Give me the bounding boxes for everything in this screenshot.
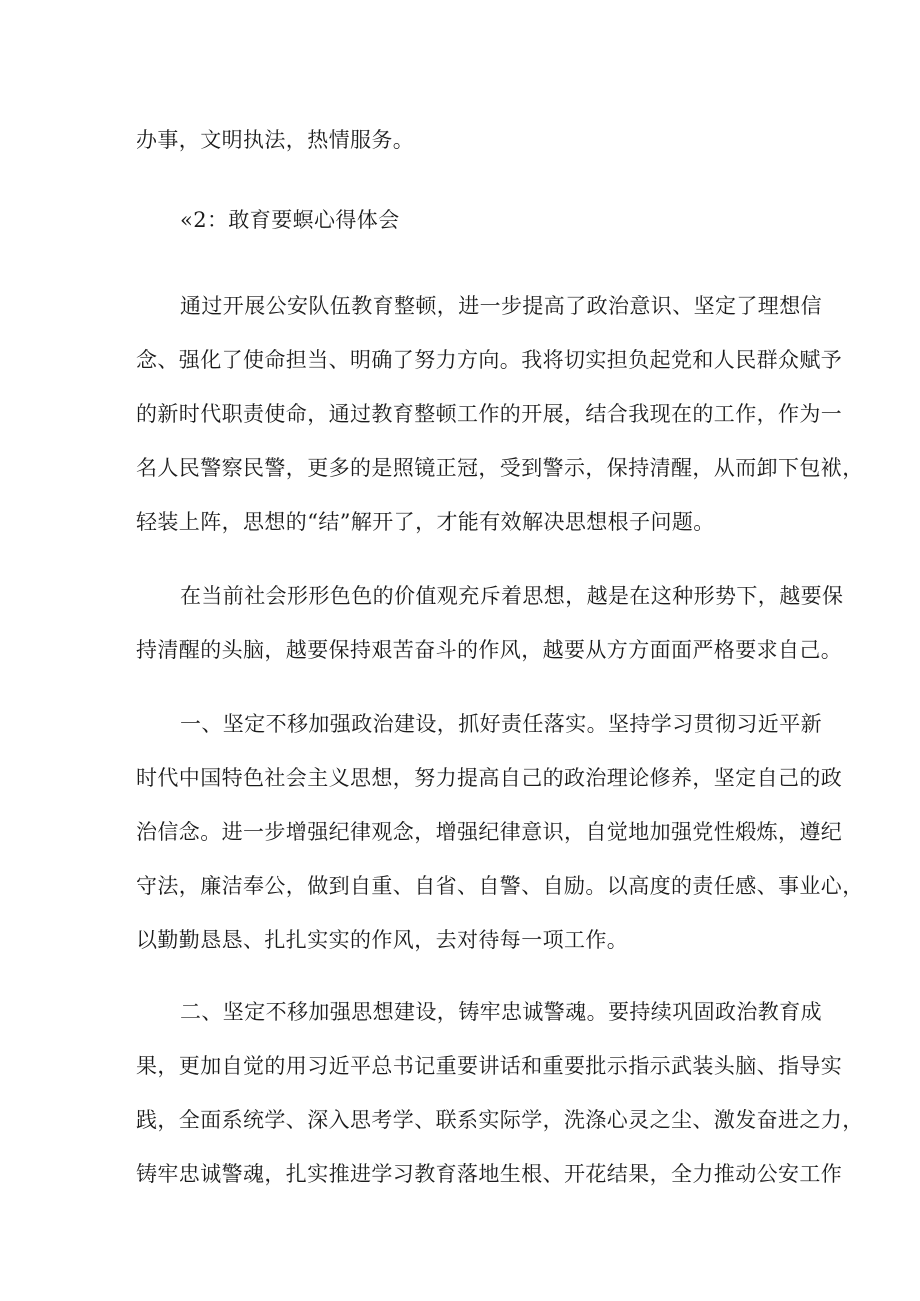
paragraph-2-line-1: 在当前社会形形色色的价值观充斥着思想，越是在这种形势下，越要保 bbox=[180, 584, 844, 608]
paragraph-1-line-3: 的新时代职责使命，通过教育整顿工作的开展，结合我现在的工作，作为一 bbox=[136, 402, 843, 426]
top-fragment: 办事，文明执法，热情服务。 bbox=[136, 128, 415, 152]
paragraph-3-line-2: 时代中国特色社会主义思想，努力提高自己的政治理论修养，坚定自己的政 bbox=[136, 766, 843, 790]
paragraph-3-line-3: 治信念。进一步增强纪律观念，增强纪律意识，自觉地加强党性煅炼，遵纪 bbox=[136, 820, 843, 844]
paragraph-1-line-1: 通过开展公安队伍教育整顿，进一步提高了政治意识、坚定了理想信 bbox=[180, 294, 822, 318]
paragraph-3-line-1: 一、坚定不移加强政治建设，抓好责任落实。坚持学习贯彻习近平新 bbox=[180, 712, 822, 736]
paragraph-4-line-2: 果，更加自觉的用习近平总书记重要讲话和重要批示指示武装头脑、指导实 bbox=[136, 1054, 843, 1078]
paragraph-1-line-5: 轻装上阵，思想的“结”解开了，才能有效解决思想根子问题。 bbox=[136, 510, 715, 534]
paragraph-4-line-4: 铸牢忠诚警魂，扎实推进学习教育落地生根、开花结果，全力推动公安工作 bbox=[136, 1162, 843, 1186]
section-heading: «2：敢育要螟心得体会 bbox=[180, 208, 400, 232]
paragraph-4-line-1: 二、坚定不移加强思想建设，铸牢忠诚警魂。要持续巩固政治教育成 bbox=[180, 1000, 822, 1024]
paragraph-2-line-2: 持清醒的头脑，越要保持艰苦奋斗的作风，越要从方方面面严格要求自己。 bbox=[136, 638, 843, 662]
paragraph-3-line-4: 守法，廉洁奉公，做到自重、自省、自警、自励。以高度的责任感、事业心， bbox=[136, 874, 864, 898]
paragraph-4-line-3: 践，全面系统学、深入思考学、联系实际学，洗涤心灵之尘、激发奋进之力， bbox=[136, 1108, 864, 1132]
paragraph-3-line-5: 以勤勤恳恳、扎扎实实的作风，去对待每一项工作。 bbox=[136, 928, 629, 952]
paragraph-1-line-4: 名人民警察民警，更多的是照镜正冠，受到警示，保持清醒，从而卸下包袱， bbox=[136, 456, 864, 480]
paragraph-1-line-2: 念、强化了使命担当、明确了努力方向。我将切实担负起党和人民群众赋予 bbox=[136, 348, 843, 372]
